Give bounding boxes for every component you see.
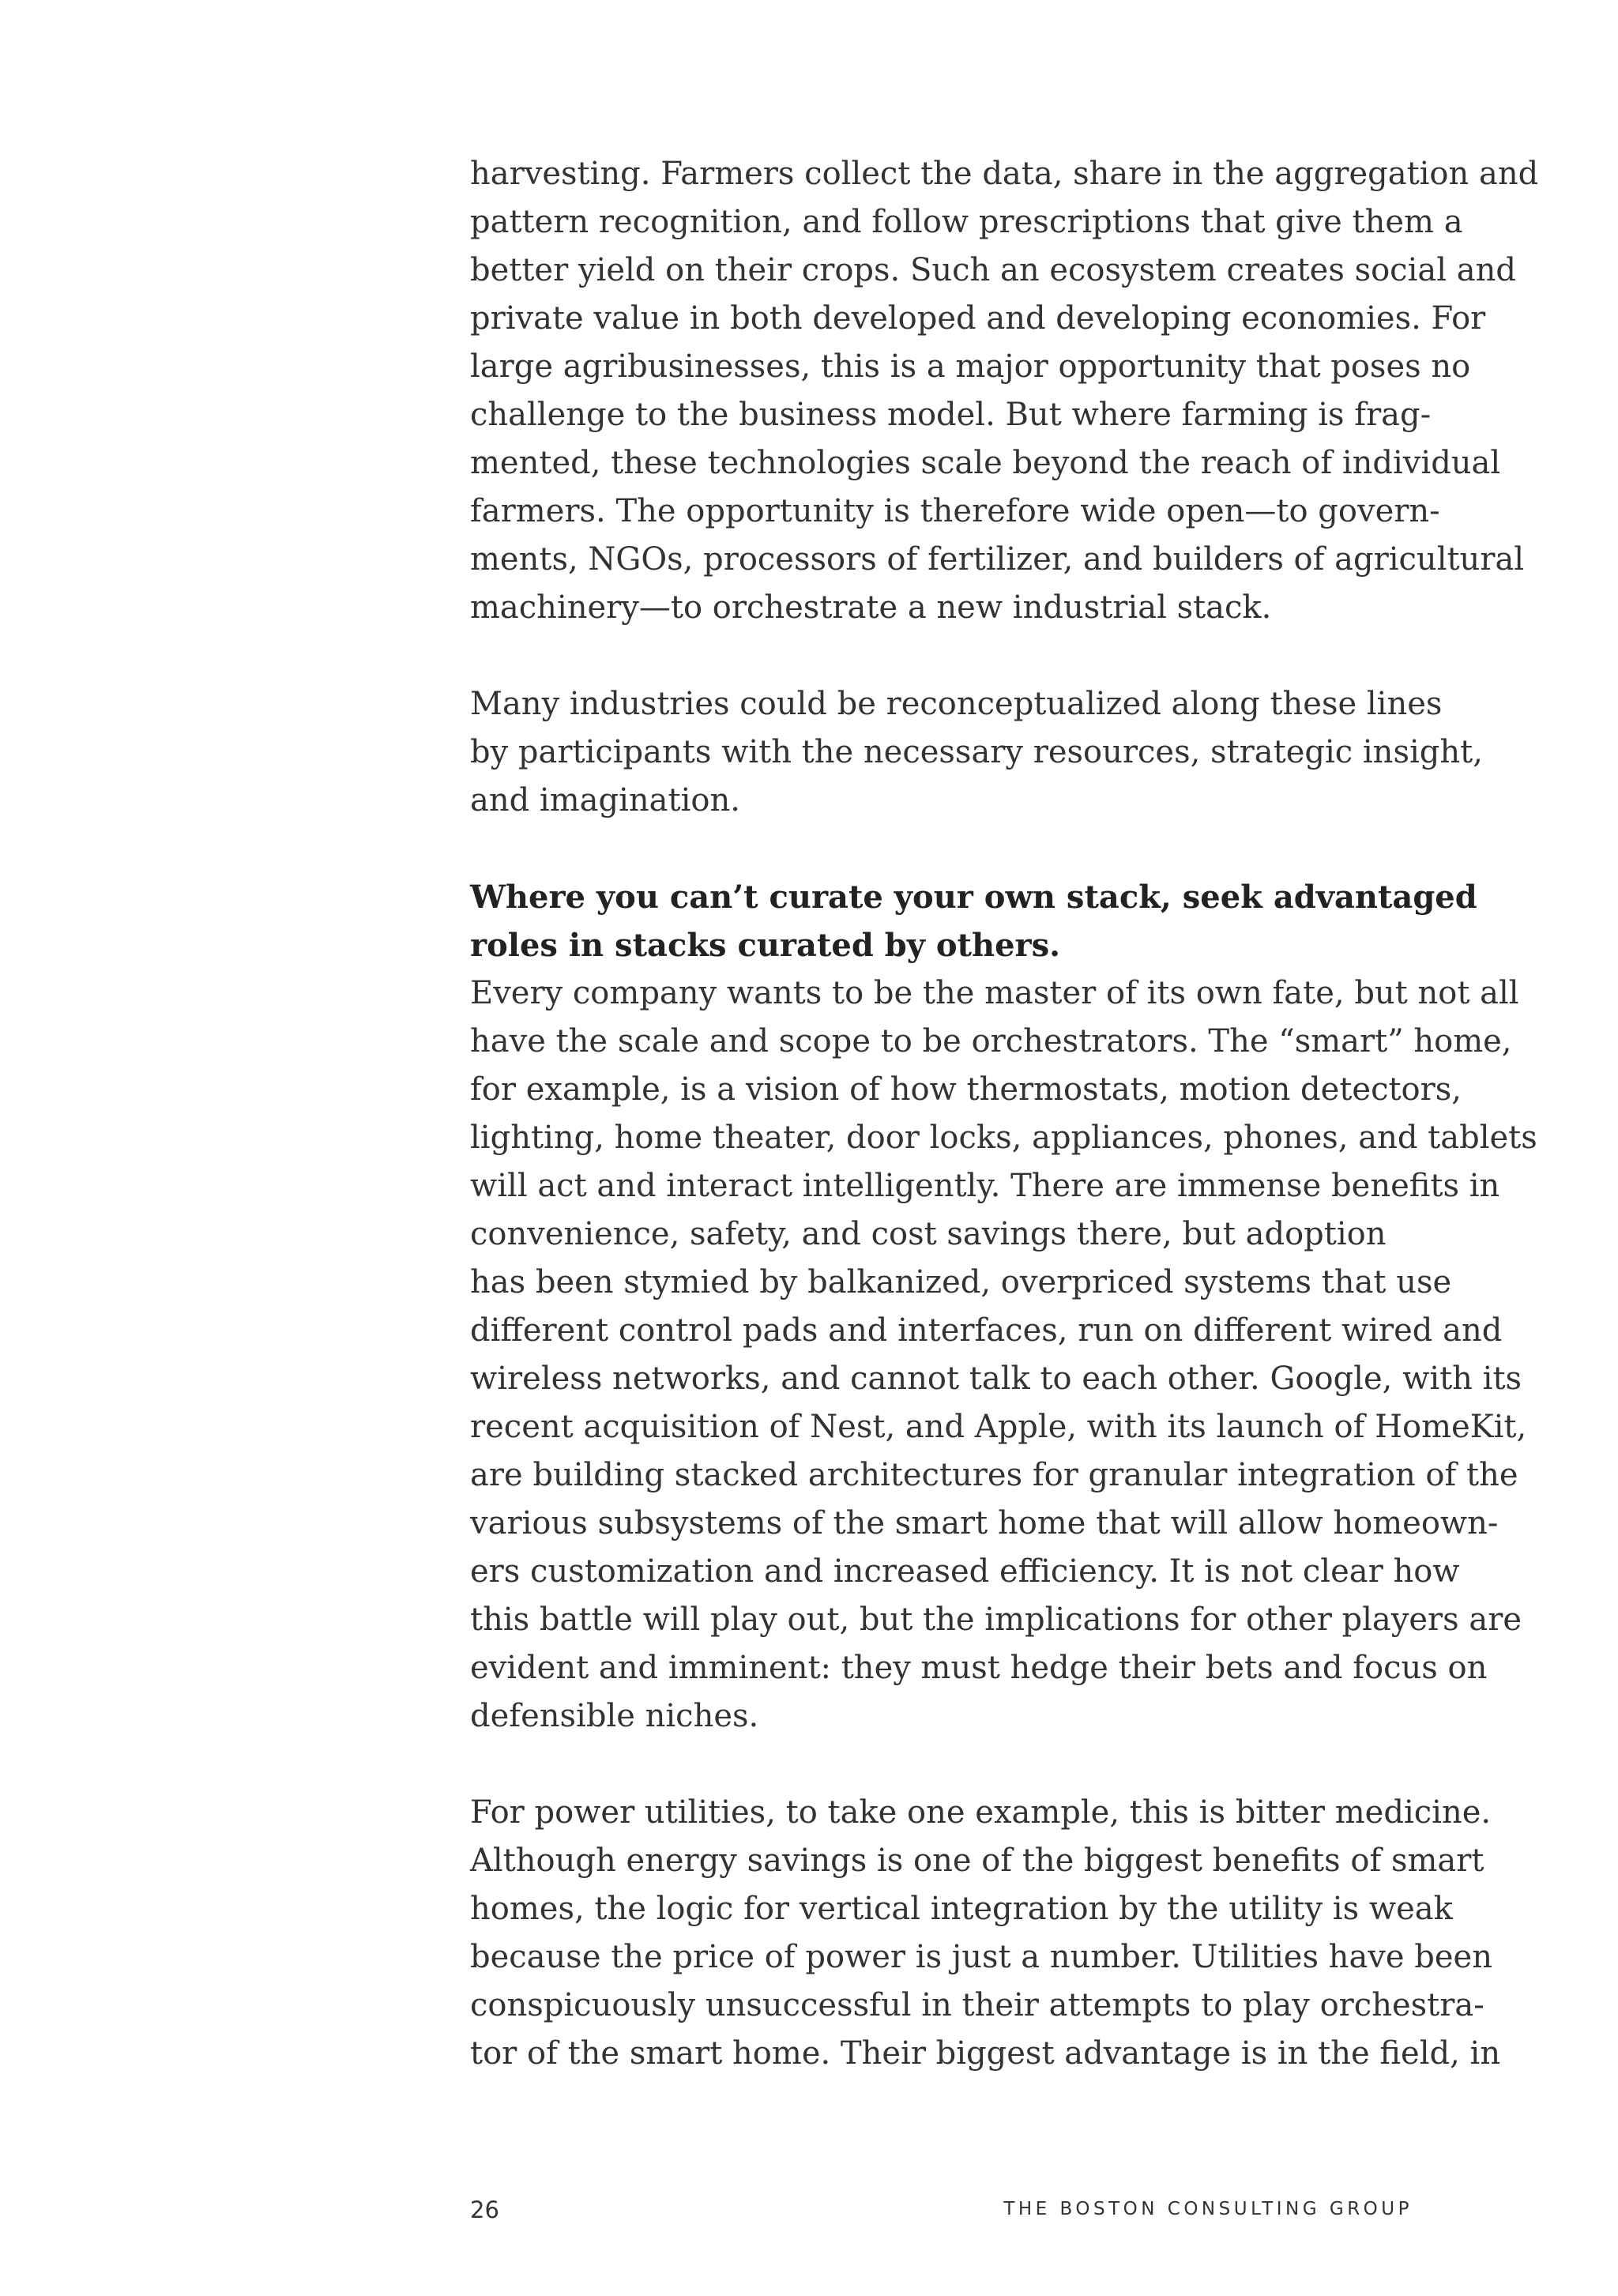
text-line: because the price of power is just a number. Utilities have been bbox=[470, 1939, 1492, 1975]
text-line: For power utilities, to take one example, this is bitter medicine. bbox=[470, 1794, 1492, 1831]
body-text bbox=[470, 150, 1539, 2078]
text-line: are building stacked architectures for granular integration of the bbox=[470, 1457, 1518, 1493]
paragraph-gap bbox=[470, 825, 1438, 873]
text-line: various subsystems of the smart home that will allow homeown- bbox=[470, 1505, 1499, 1541]
paragraph-gap bbox=[470, 1741, 1438, 1789]
text-line: homes, the logic for vertical integration by the utility is weak bbox=[470, 1891, 1453, 1927]
text-line: conspicuously unsuccessful in their attempts to play orchestra- bbox=[470, 1987, 1484, 2023]
text-line: ers customization and increased efficiency. It is not clear how bbox=[470, 1553, 1460, 1590]
text-line: by participants with the necessary resources, strategic insight, bbox=[470, 734, 1483, 770]
footer-organization: THE BOSTON CONSULTING GROUP bbox=[1003, 2199, 1413, 2219]
text-line: tor of the smart home. Their biggest advantage is in the field, in bbox=[470, 2035, 1501, 2072]
heading-line: roles in stacks curated by others. bbox=[470, 927, 1061, 964]
text-line: defensible niches. bbox=[470, 1698, 759, 1734]
text-line: harvesting. Farmers collect the data, share in the aggregation and bbox=[470, 156, 1539, 192]
text-line: better yield on their crops. Such an ecosystem creates social and bbox=[470, 252, 1516, 288]
text-line: lighting, home theater, door locks, appliances, phones, and tablets bbox=[470, 1120, 1537, 1156]
text-line: Many industries could be reconceptualized along these lines bbox=[470, 686, 1443, 722]
text-line: has been stymied by balkanized, overpriced systems that use bbox=[470, 1264, 1452, 1300]
text-line: Although energy savings is one of the biggest benefits of smart bbox=[470, 1842, 1484, 1879]
text-line: farmers. The opportunity is therefore wide open—to govern- bbox=[470, 493, 1440, 529]
text-line: wireless networks, and cannot talk to each other. Google, with its bbox=[470, 1361, 1522, 1397]
text-line: private value in both developed and developing economies. For bbox=[470, 300, 1486, 337]
paragraph-gap bbox=[470, 632, 1438, 680]
text-line: Every company wants to be the master of its own fate, but not all bbox=[470, 975, 1519, 1011]
text-line: convenience, safety, and cost savings there, but adoption bbox=[470, 1216, 1387, 1252]
page-number: 26 bbox=[470, 2196, 499, 2223]
text-line: evident and imminent: they must hedge their bets and focus on bbox=[470, 1650, 1488, 1686]
text-line: this battle will play out, but the implications for other players are bbox=[470, 1602, 1522, 1638]
text-line: and imagination. bbox=[470, 782, 740, 819]
text-line: have the scale and scope to be orchestrators. The “smart” home, bbox=[470, 1023, 1512, 1060]
text-line: for example, is a vision of how thermostats, motion detectors, bbox=[470, 1071, 1462, 1108]
text-line: large agribusinesses, this is a major opportunity that poses no bbox=[470, 348, 1471, 385]
heading-line: Where you can’t curate your own stack, seek advantaged bbox=[470, 879, 1477, 916]
text-line: different control pads and interfaces, run on different wired and bbox=[470, 1312, 1503, 1349]
section-heading bbox=[470, 873, 1477, 969]
text-line: ments, NGOs, processors of fertilizer, and builders of agricultural bbox=[470, 541, 1525, 578]
text-line: machinery—to orchestrate a new industrial stack. bbox=[470, 589, 1272, 626]
text-line: recent acquisition of Nest, and Apple, with its launch of HomeKit, bbox=[470, 1409, 1527, 1445]
paragraph-agriculture bbox=[470, 150, 1539, 632]
text-line: pattern recognition, and follow prescriptions that give them a bbox=[470, 204, 1463, 240]
text-line: challenge to the business model. But where farming is frag- bbox=[470, 397, 1432, 433]
paragraph-industries bbox=[470, 680, 1483, 825]
paragraph-power-utilities bbox=[470, 1789, 1501, 2078]
paragraph-smart-home bbox=[470, 969, 1537, 1741]
text-line: mented, these technologies scale beyond the reach of individual bbox=[470, 445, 1501, 481]
text-line: will act and interact intelligently. There are immense benefits in bbox=[470, 1168, 1500, 1204]
